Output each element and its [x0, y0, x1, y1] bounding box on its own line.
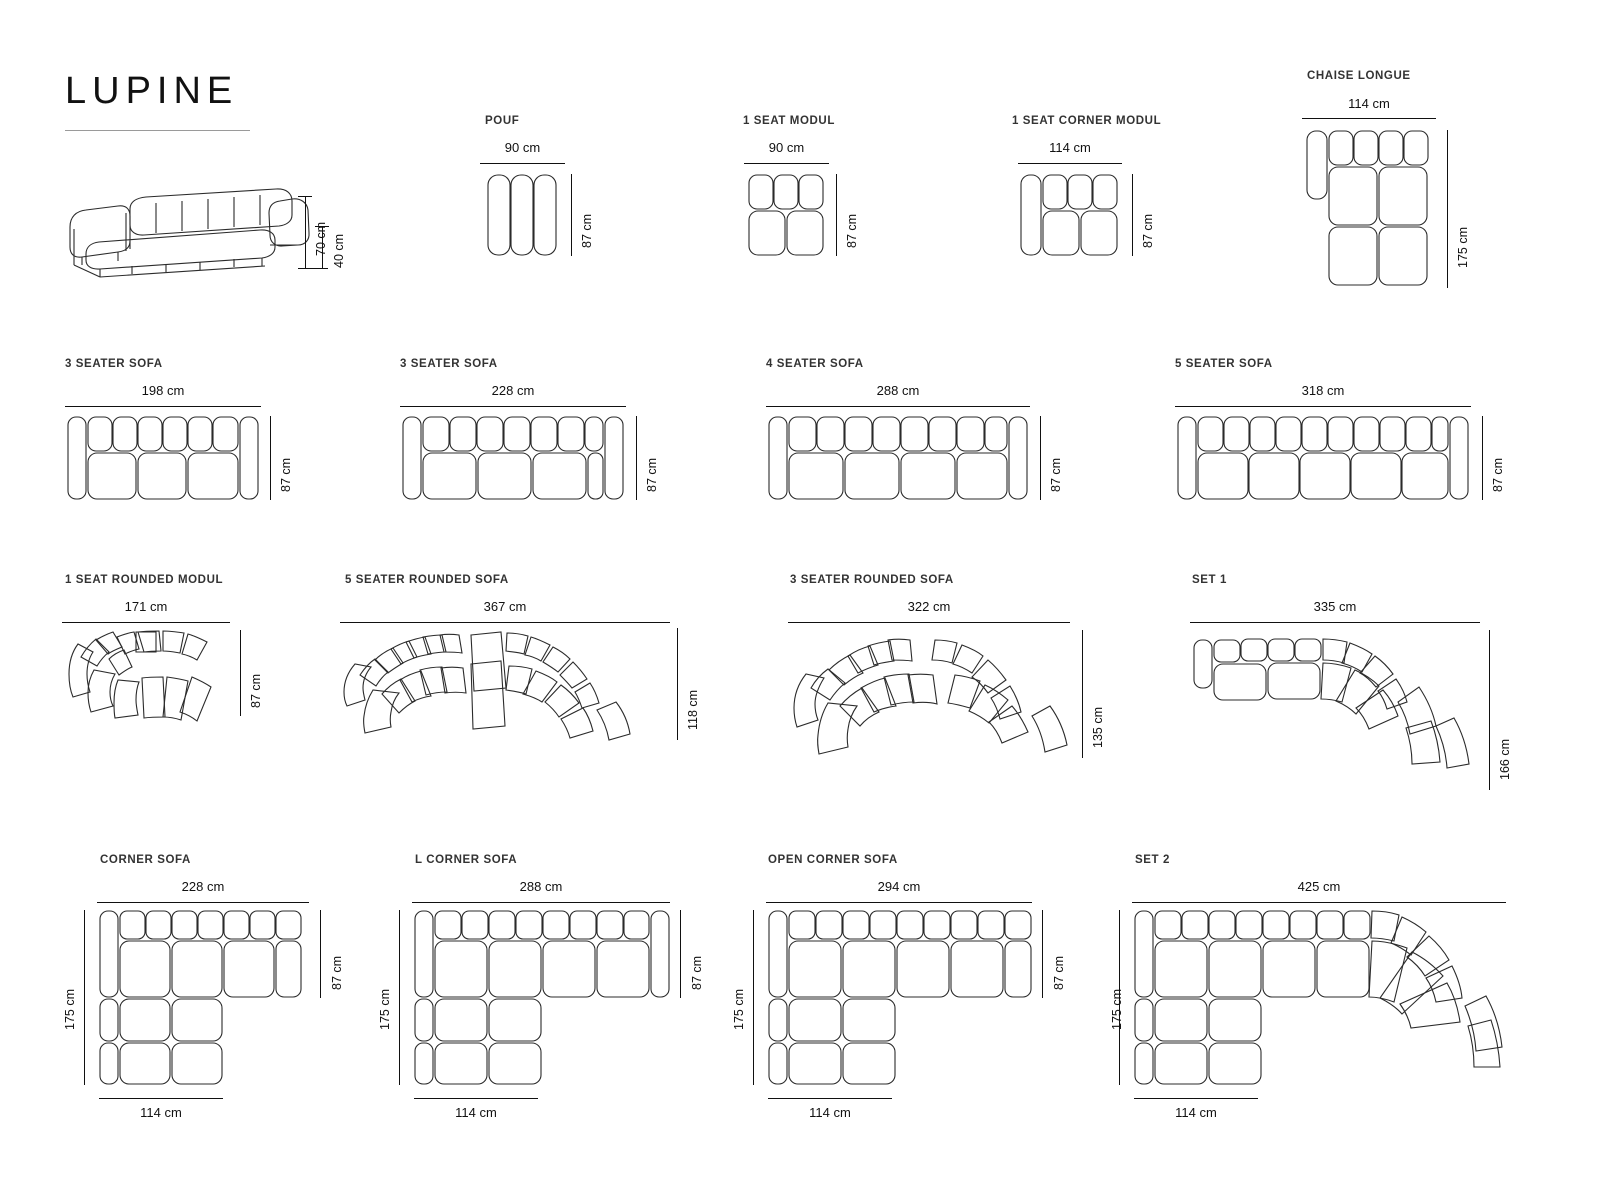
dim-perspective-height-40: 40 cm: [332, 233, 346, 268]
dim-line-1-seat-corner-modul-height: [1132, 174, 1133, 256]
drawing-set-2: [1134, 910, 1506, 1085]
item-set-1: [1192, 574, 1227, 586]
dim-line-corner-sofa-width: [97, 902, 309, 903]
dim-5-seater-height: 87 cm: [1491, 457, 1505, 492]
dim-l-corner-sofa-height: 87 cm: [690, 955, 704, 990]
dim-line-corner-sofa-depth: [84, 910, 85, 1085]
drawing-lupine-sofa-perspective: [60, 185, 320, 275]
dim-1-seat-rounded-height: 87 cm: [249, 673, 263, 708]
brand-block: [65, 72, 250, 131]
drawing-5-seater-sofa: [1177, 416, 1469, 500]
dim-line-1-seat-rounded-width: [62, 622, 230, 623]
label-pouf: POUF: [485, 115, 520, 127]
dim-line-5-seater-width: [1175, 406, 1471, 407]
dim-line-1-seat-rounded-height: [240, 630, 241, 716]
drawing-5-seater-rounded-sofa: [343, 628, 669, 746]
drawing-3-seater-rounded-sofa: [792, 630, 1072, 755]
label-1-seat-rounded-modul: 1 SEAT ROUNDED MODUL: [65, 574, 224, 586]
item-1-seat-corner-modul: [1012, 115, 1161, 127]
dim-line-5-seater-rounded-height: [677, 628, 678, 740]
dim-l-corner-sofa-depth: 175 cm: [378, 989, 392, 1030]
dim-3-seater-228-height: 87 cm: [645, 457, 659, 492]
dim-5-seater-rounded-height: 118 cm: [686, 689, 700, 730]
item-3-seater-sofa-198: [65, 358, 163, 370]
label-chaise-longue: CHAISE LONGUE: [1307, 70, 1411, 82]
dim-line-4-seater-width: [766, 406, 1030, 407]
drawing-1-seat-rounded-modul: [66, 630, 232, 722]
dim-line-l-corner-sofa-bottom: [414, 1098, 538, 1099]
item-pouf: [485, 115, 519, 127]
dim-3-seater-rounded-width: 322 cm: [907, 599, 951, 614]
dim-line-l-corner-sofa-depth: [399, 910, 400, 1085]
dim-set-2-bottom: 114 cm: [1175, 1105, 1217, 1120]
item-corner-sofa: [100, 854, 191, 866]
dim-corner-sofa-depth: 175 cm: [63, 989, 77, 1030]
label-5-seater-sofa: 5 SEATER SOFA: [1175, 358, 1273, 370]
dim-line-set-1-width: [1190, 622, 1480, 623]
item-l-corner-sofa: [415, 854, 517, 866]
label-4-seater-sofa: 4 SEATER SOFA: [766, 358, 864, 370]
dim-l-corner-sofa-width: 288 cm: [519, 879, 563, 894]
dim-3-seater-198-height: 87 cm: [279, 457, 293, 492]
item-5-seater-rounded-sofa: [345, 574, 509, 586]
dim-perspective-height-70: 70 cm: [314, 221, 328, 256]
drawing-3-seater-sofa-228: [402, 416, 624, 500]
label-3-seater-rounded-sofa: 3 SEATER ROUNDED SOFA: [790, 574, 954, 586]
dim-l-corner-sofa-bottom: 114 cm: [455, 1105, 497, 1120]
drawing-pouf: [487, 174, 559, 256]
dim-line-open-corner-sofa-bottom: [768, 1098, 892, 1099]
drawing-3-seater-sofa-198: [67, 416, 259, 500]
dim-set-2-width: 425 cm: [1297, 879, 1341, 894]
dim-set-1-height: 166 cm: [1498, 739, 1512, 780]
title-divider: [65, 130, 250, 131]
dim-line-1-seat-modul-width: [744, 163, 829, 164]
dim-line-corner-sofa-bottom: [99, 1098, 223, 1099]
item-1-seat-modul: [743, 115, 835, 127]
dim-set-1-width: 335 cm: [1313, 599, 1357, 614]
item-5-seater-sofa: [1175, 358, 1273, 370]
dim-open-corner-sofa-depth: 175 cm: [732, 989, 746, 1030]
item-set-2: [1135, 854, 1170, 866]
dim-line-set-2-bottom: [1134, 1098, 1258, 1099]
dim-line-5-seater-rounded-width: [340, 622, 670, 623]
dim-1-seat-corner-modul-width: 114 cm: [1049, 140, 1091, 155]
item-3-seater-rounded-sofa: [790, 574, 954, 586]
dim-3-seater-rounded-height: 135 cm: [1091, 707, 1105, 748]
dim-chaise-longue-width: 114 cm: [1348, 96, 1390, 111]
dim-3-seater-198-width: 198 cm: [141, 383, 185, 398]
dim-tick-perspective-top: [298, 196, 312, 197]
label-open-corner-sofa: OPEN CORNER SOFA: [768, 854, 898, 866]
drawing-1-seat-corner-modul: [1020, 174, 1120, 256]
dim-line-4-seater-height: [1040, 416, 1041, 500]
dim-3-seater-228-width: 228 cm: [491, 383, 535, 398]
dim-line-set-1-height: [1489, 630, 1490, 790]
label-3-seater-sofa-198: 3 SEATER SOFA: [65, 358, 163, 370]
dim-line-3-seater-rounded-width: [788, 622, 1070, 623]
dim-corner-sofa-width: 228 cm: [181, 879, 225, 894]
dim-line-3-seater-198-width: [65, 406, 261, 407]
dim-line-pouf-width: [480, 163, 565, 164]
dim-1-seat-modul-height: 87 cm: [845, 213, 859, 248]
label-5-seater-rounded-sofa: 5 SEATER ROUNDED SOFA: [345, 574, 509, 586]
drawing-set-1: [1192, 630, 1480, 790]
dim-line-open-corner-sofa-depth: [753, 910, 754, 1085]
drawing-chaise-longue: [1306, 130, 1434, 288]
dim-5-seater-width: 318 cm: [1301, 383, 1345, 398]
dim-1-seat-rounded-width: 171 cm: [124, 599, 168, 614]
dim-line-chaise-longue-height: [1447, 130, 1448, 288]
dim-line-5-seater-height: [1482, 416, 1483, 500]
drawing-corner-sofa: [99, 910, 309, 1085]
dim-line-open-corner-sofa-height: [1042, 910, 1043, 998]
dim-line-3-seater-228-height: [636, 416, 637, 500]
dim-line-l-corner-sofa-height: [680, 910, 681, 998]
label-set-2: SET 2: [1135, 854, 1170, 866]
label-1-seat-modul: 1 SEAT MODUL: [743, 115, 835, 127]
dim-line-pouf-height: [571, 174, 572, 256]
dim-line-perspective-70: [305, 196, 306, 268]
dim-corner-sofa-height: 87 cm: [330, 955, 344, 990]
dim-1-seat-modul-width: 90 cm: [768, 140, 805, 155]
dim-line-3-seater-198-height: [270, 416, 271, 500]
dim-line-3-seater-rounded-height: [1082, 630, 1083, 758]
page-title: LUPINE: [65, 70, 239, 112]
drawing-1-seat-modul: [748, 174, 826, 256]
item-3-seater-sofa-228: [400, 358, 498, 370]
dim-corner-sofa-bottom: 114 cm: [140, 1105, 182, 1120]
dim-open-corner-sofa-bottom: 114 cm: [809, 1105, 851, 1120]
dim-tick-perspective-bottom: [298, 268, 328, 269]
dim-pouf-width: 90 cm: [504, 140, 541, 155]
dim-line-chaise-longue-width: [1302, 118, 1436, 119]
dim-set-2-depth: 175 cm: [1110, 989, 1124, 1030]
dim-open-corner-sofa-height: 87 cm: [1052, 955, 1066, 990]
dim-line-open-corner-sofa-width: [766, 902, 1032, 903]
dim-1-seat-corner-modul-height: 87 cm: [1141, 213, 1155, 248]
label-corner-sofa: CORNER SOFA: [100, 854, 191, 866]
item-1-seat-rounded-modul: [65, 574, 223, 586]
dim-4-seater-width: 288 cm: [876, 383, 920, 398]
item-4-seater-sofa: [766, 358, 864, 370]
item-open-corner-sofa: [768, 854, 898, 866]
drawing-l-corner-sofa: [414, 910, 670, 1085]
dim-chaise-longue-height: 175 cm: [1456, 227, 1470, 268]
dim-4-seater-height: 87 cm: [1049, 457, 1063, 492]
label-3-seater-sofa-228: 3 SEATER SOFA: [400, 358, 498, 370]
dim-line-1-seat-modul-height: [836, 174, 837, 256]
dim-line-set-2-width: [1132, 902, 1506, 903]
label-set-1: SET 1: [1192, 574, 1227, 586]
label-l-corner-sofa: L CORNER SOFA: [415, 854, 518, 866]
drawing-open-corner-sofa: [768, 910, 1032, 1085]
dim-5-seater-rounded-width: 367 cm: [483, 599, 527, 614]
item-chaise-longue: [1307, 70, 1411, 82]
dim-open-corner-sofa-width: 294 cm: [877, 879, 921, 894]
dim-line-l-corner-sofa-width: [412, 902, 670, 903]
dim-line-3-seater-228-width: [400, 406, 626, 407]
dim-line-corner-sofa-height: [320, 910, 321, 998]
drawing-4-seater-sofa: [768, 416, 1028, 500]
dim-pouf-height: 87 cm: [580, 213, 594, 248]
label-1-seat-corner-modul: 1 SEAT CORNER MODUL: [1012, 115, 1162, 127]
dim-line-1-seat-corner-modul-width: [1018, 163, 1122, 164]
